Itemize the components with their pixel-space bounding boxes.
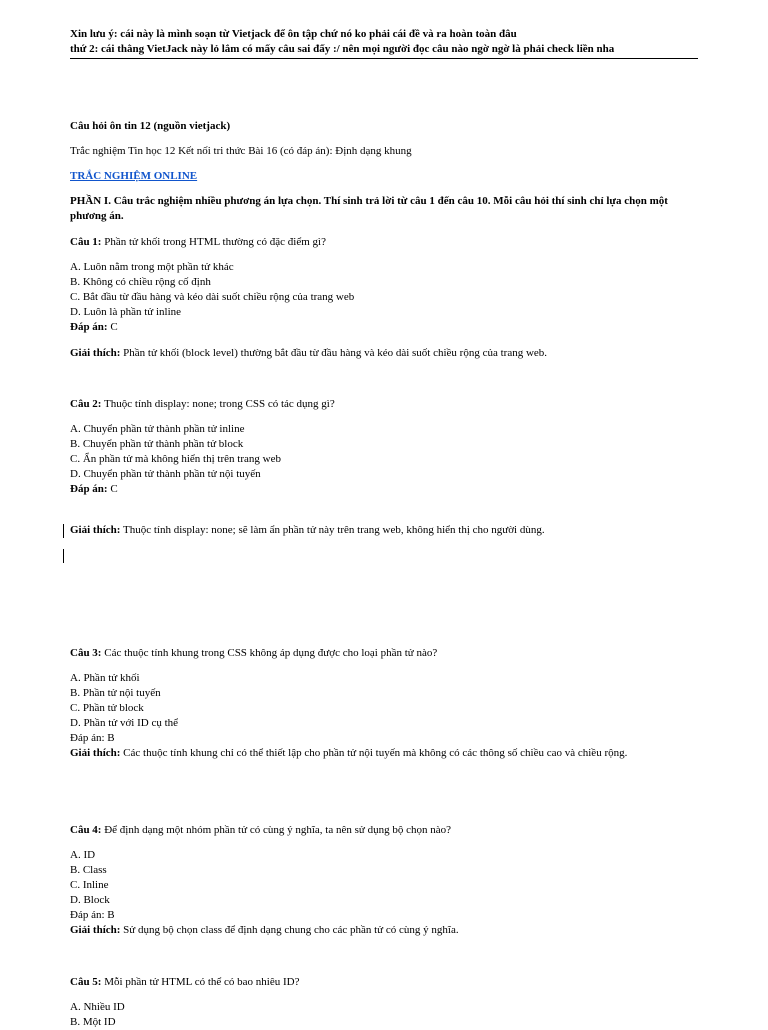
- option-c: C. Phần tử block: [70, 702, 144, 714]
- explain-label: Giải thích:: [70, 524, 121, 536]
- question-text: Thuộc tính display: none; trong CSS có tác dụng gì?: [104, 398, 335, 410]
- question-1: [70, 235, 326, 250]
- page-header: [70, 27, 698, 59]
- option-a: A. Luôn nằm trong một phần tử khác: [70, 261, 234, 273]
- header-note-1: Xin lưu ý: cái này là mình soạn từ Vietjack để ôn tập chứ nó ko phải cái đề và ra hoàn toàn đâu: [70, 28, 517, 40]
- option-d: D. Block: [70, 894, 110, 906]
- explain-label: Giải thích:: [70, 347, 121, 359]
- question-number: Câu 4:: [70, 824, 102, 836]
- document-heading: Câu hỏi ôn tin 12 (nguồn vietjack): [70, 120, 231, 132]
- text-cursor: [63, 549, 64, 563]
- question-4: [70, 823, 451, 838]
- text-cursor: [63, 524, 64, 538]
- option-b: B. Không có chiều rộng cố định: [70, 276, 211, 288]
- option-a: A. Phần tử khối: [70, 672, 140, 684]
- explain-text: Các thuộc tính khung chỉ có thể thiết lập cho phần tử nội tuyến mà không có các thông số chiều cao và chiều rộng.: [123, 747, 628, 759]
- explain-text: Sử dụng bộ chọn class để định dạng chung cho các phần tử có cùng ý nghĩa.: [123, 924, 459, 936]
- explain-text: Phần tử khối (block level) thường bắt đầu từ đầu hàng và kéo dài suốt chiều rộng của trang web.: [123, 347, 548, 359]
- section-instructions: PHẦN I. Câu trắc nghiệm nhiều phương án lựa chọn. Thí sinh trả lời từ câu 1 đến câu 10. Mỗi câu hỏi thí sinh chỉ lựa chọn một phương án.: [70, 195, 668, 222]
- question-number: Câu 2:: [70, 398, 102, 410]
- question-5: [70, 975, 300, 990]
- option-b: B. Class: [70, 864, 107, 876]
- question-number: Câu 1:: [70, 236, 102, 248]
- question-4-options: [70, 848, 459, 938]
- answer-label: Đáp án:: [70, 321, 108, 333]
- option-c: C. Bắt đầu từ đầu hàng và kéo dài suốt chiều rộng của trang web: [70, 291, 355, 303]
- question-text: Phần tử khối trong HTML thường có đặc điểm gì?: [104, 236, 326, 248]
- question-2: [70, 397, 335, 412]
- question-text: Mỗi phần tử HTML có thể có bao nhiêu ID?: [104, 976, 300, 988]
- explanation-line: [70, 923, 459, 938]
- option-b: B. Một ID: [70, 1016, 116, 1028]
- question-3-options: [70, 671, 627, 761]
- option-d: D. Phần tử với ID cụ thể: [70, 717, 179, 729]
- explain-label: Giải thích:: [70, 747, 121, 759]
- answer-line: Đáp án: B: [70, 909, 115, 921]
- question-text: Các thuộc tính khung trong CSS không áp dụng được cho loại phần tử nào?: [104, 647, 438, 659]
- option-c: C. Inline: [70, 879, 109, 891]
- answer-line: Đáp án: B: [70, 732, 115, 744]
- option-b: B. Chuyển phần tử thành phần tử block: [70, 438, 244, 450]
- answer-value: C: [110, 321, 118, 333]
- question-2-explanation: [70, 523, 545, 538]
- option-d: D. Luôn là phần tử inline: [70, 306, 182, 318]
- answer-line: [70, 320, 354, 335]
- explain-text: Thuộc tính display: none; sẽ làm ẩn phần tử này trên trang web, không hiển thị cho người dùng.: [122, 524, 545, 536]
- answer-value: C: [110, 483, 118, 495]
- explain-label: Giải thích:: [70, 924, 121, 936]
- question-text: Để định dạng một nhóm phần tử có cùng ý nghĩa, ta nên sử dụng bộ chọn nào?: [104, 824, 451, 836]
- document-subtitle: Trắc nghiệm Tin học 12 Kết nối tri thức Bài 16 (có đáp án): Định dạng khung: [70, 145, 412, 157]
- option-d: D. Chuyển phần tử thành phần tử nội tuyến: [70, 468, 261, 480]
- question-1-options: [70, 260, 354, 335]
- question-5-options: [70, 1000, 125, 1030]
- option-a: A. Nhiều ID: [70, 1001, 125, 1013]
- question-number: Câu 3:: [70, 647, 102, 659]
- online-quiz-link[interactable]: TRẮC NGHIỆM ONLINE: [70, 170, 198, 182]
- question-1-explanation: [70, 346, 547, 361]
- option-a: A. ID: [70, 849, 96, 861]
- answer-line: [70, 482, 281, 497]
- question-number: Câu 5:: [70, 976, 102, 988]
- option-a: A. Chuyển phần tử thành phần tử inline: [70, 423, 245, 435]
- option-c: C. Ẩn phần tử mà không hiển thị trên trang web: [70, 453, 281, 465]
- answer-label: Đáp án:: [70, 483, 108, 495]
- option-b: B. Phần tử nội tuyến: [70, 687, 161, 699]
- question-3: [70, 646, 437, 661]
- question-2-options: [70, 422, 281, 497]
- header-note-2: thứ 2: cái thằng VietJack này lỏ lắm có mấy câu sai đấy :/ nên mọi người đọc câu nào ngờ ngờ là phải check liền nha: [70, 43, 615, 55]
- explanation-line: [70, 746, 627, 761]
